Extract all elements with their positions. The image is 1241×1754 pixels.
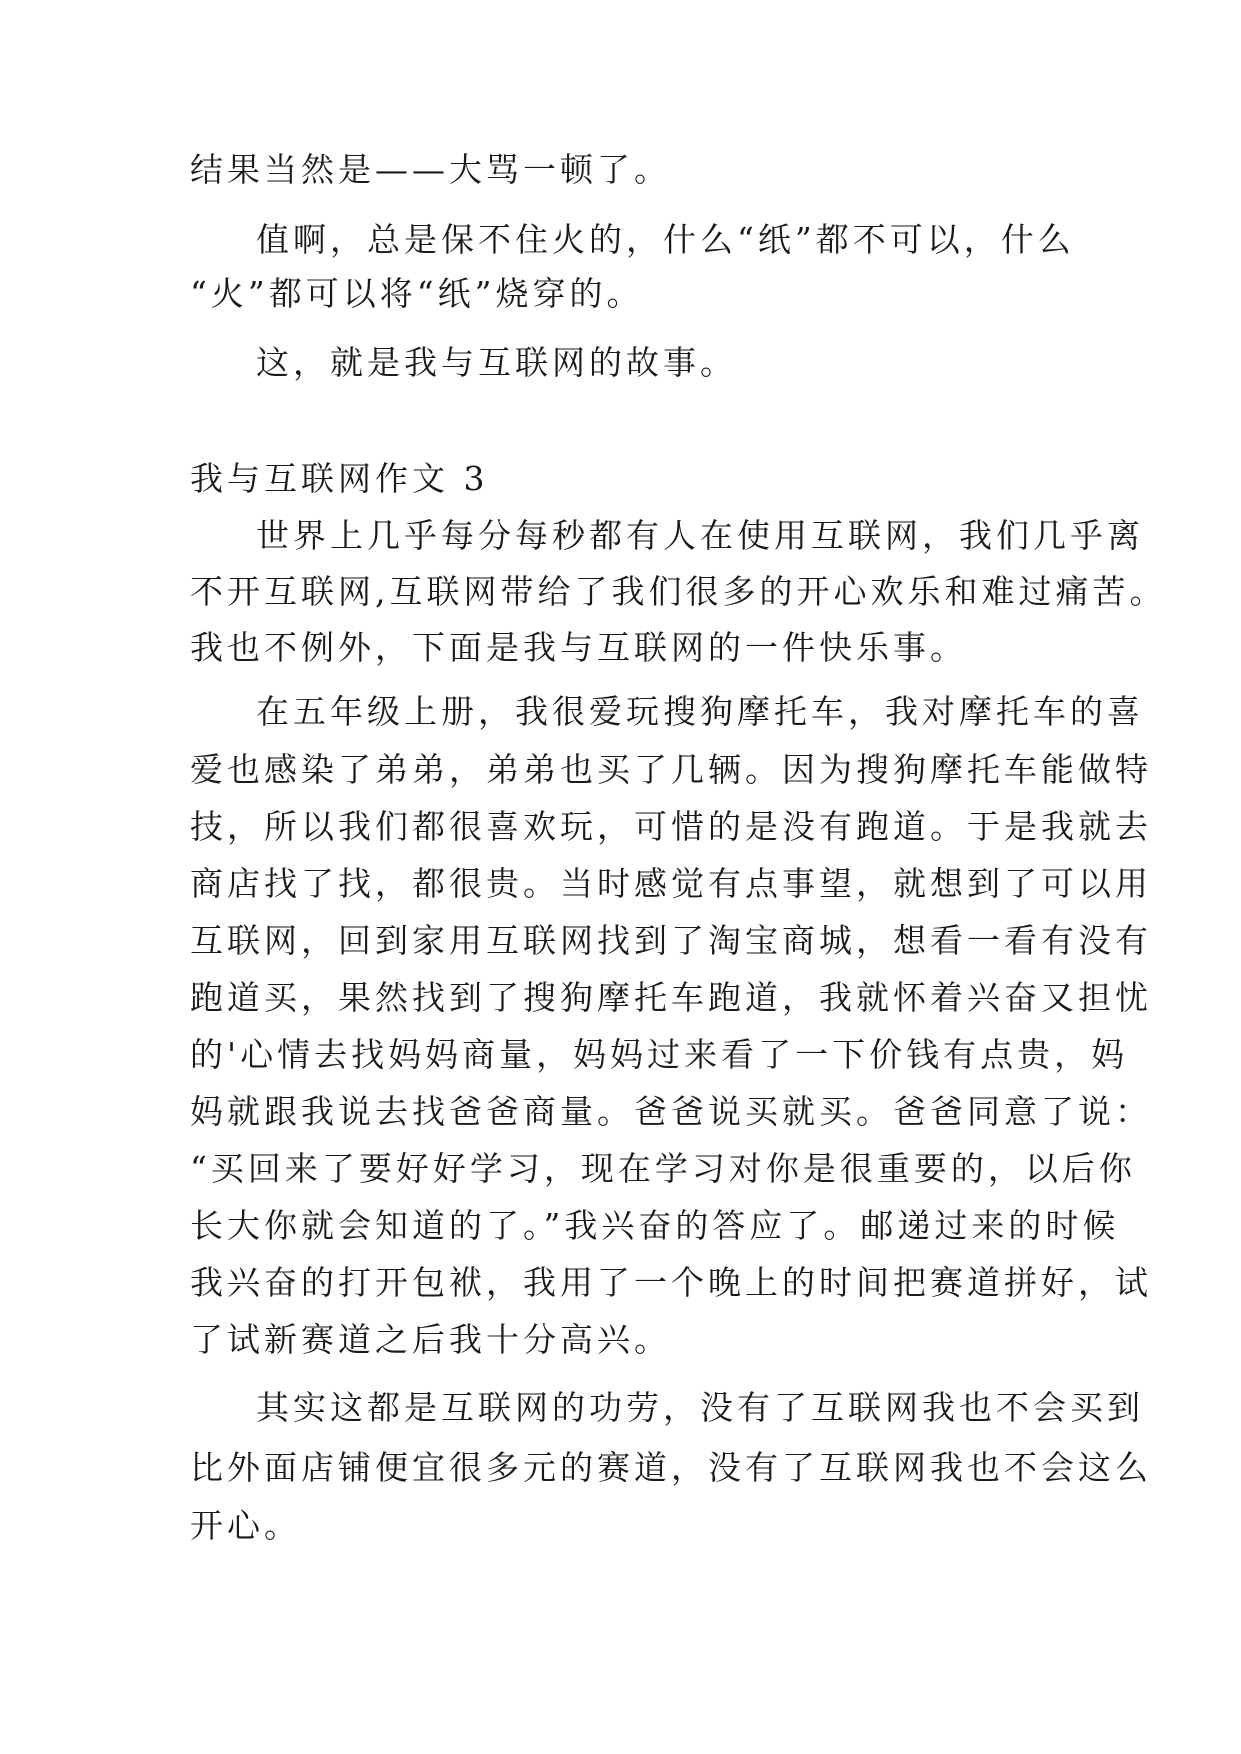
section-heading: 我与互联网作文 3 bbox=[190, 459, 489, 498]
text-line: 的'心情去找妈妈商量，妈妈过来看了一下价钱有点贵，妈 bbox=[190, 1035, 1129, 1074]
text-line: 互联网，回到家用互联网找到了淘宝商城，想看一看有没有 bbox=[190, 921, 1152, 960]
paragraph-first-line: 其实这都是互联网的功劳，没有了互联网我也不会买到 bbox=[256, 1388, 1144, 1427]
text-line: 不开互联网,互联网带给了我们很多的开心欢乐和难过痛苦。 bbox=[190, 572, 1167, 611]
text-line: 技，所以我们都很喜欢玩，可惜的是没有跑道。于是我就去 bbox=[190, 807, 1152, 846]
text-line: 跑道买，果然找到了搜狗摩托车跑道，我就怀着兴奋又担忧 bbox=[190, 978, 1152, 1017]
text-line: 比外面店铺便宜很多元的赛道，没有了互联网我也不会这么 bbox=[190, 1448, 1152, 1487]
text-line: 商店找了找，都很贵。当时感觉有点事望，就想到了可以用 bbox=[190, 864, 1152, 903]
text-line: 了试新赛道之后我十分高兴。 bbox=[190, 1320, 671, 1359]
text-line: “买回来了要好好学习，现在学习对你是很重要的，以后你 bbox=[190, 1149, 1136, 1188]
text-line: 长大你就会知道的了。”我兴奋的答应了。邮递过来的时候 bbox=[190, 1206, 1120, 1245]
text-line: 妈就跟我说去找爸爸商量。爸爸说买就买。爸爸同意了说： bbox=[190, 1092, 1152, 1131]
text-line: 我也不例外，下面是我与互联网的一件快乐事。 bbox=[190, 628, 967, 667]
paragraph-first-line: 这，就是我与互联网的故事。 bbox=[256, 343, 737, 382]
text-line: “火”都可以将“纸”烧穿的。 bbox=[190, 274, 644, 313]
text-line: 开心。 bbox=[190, 1506, 301, 1545]
text-line: 我兴奋的打开包袱，我用了一个晚上的时间把赛道拼好，试 bbox=[190, 1263, 1152, 1302]
text-line: 爱也感染了弟弟，弟弟也买了几辆。因为搜狗摩托车能做特 bbox=[190, 750, 1152, 789]
text-line: 结果当然是——大骂一顿了。 bbox=[190, 150, 671, 189]
paragraph-first-line: 世界上几乎每分每秒都有人在使用互联网，我们几乎离 bbox=[256, 516, 1144, 555]
paragraph-first-line: 值啊，总是保不住火的，什么“纸”都不可以，什么 bbox=[256, 220, 1075, 259]
paragraph-first-line: 在五年级上册，我很爱玩搜狗摩托车，我对摩托车的喜 bbox=[256, 692, 1144, 731]
